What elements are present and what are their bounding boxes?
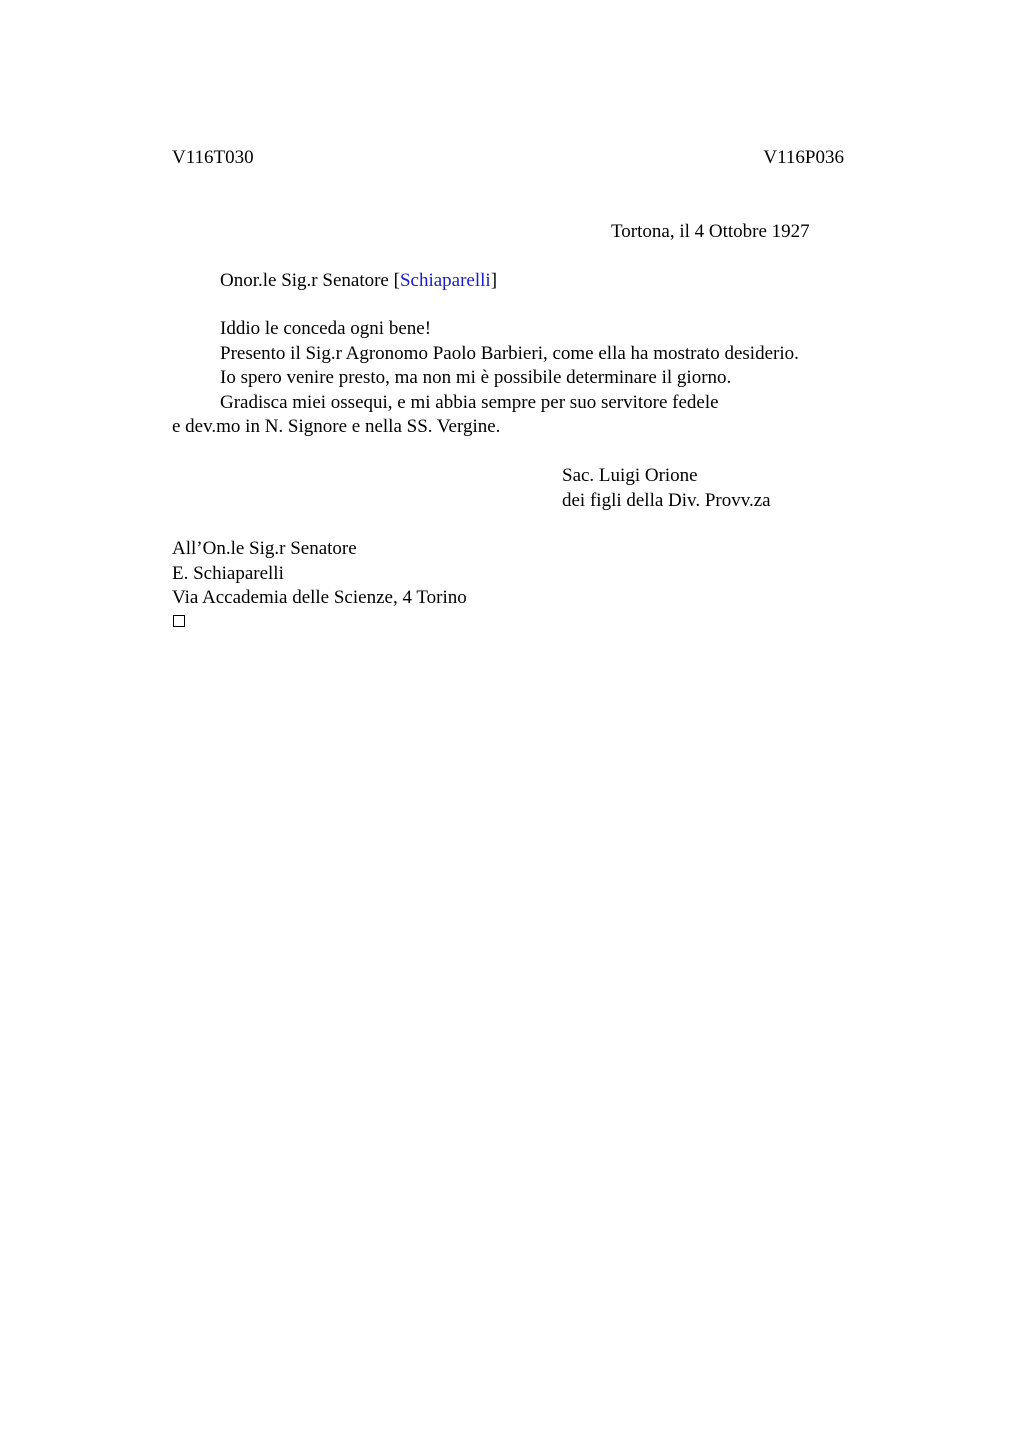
place-date: Tortona, il 4 Ottobre 1927 (611, 221, 810, 242)
address-line: E. Schiaparelli (172, 563, 284, 584)
document-code-right: V116P036 (763, 147, 844, 168)
signature-title: dei figli della Div. Provv.za (562, 490, 771, 511)
checkbox-glyph (173, 615, 185, 627)
body-line: Io spero venire presto, ma non mi è possibile determinare il giorno. (220, 367, 732, 388)
body-line: Iddio le conceda ogni bene! (220, 318, 432, 339)
salutation-prefix: Onor.le Sig.r Senatore [ (220, 270, 400, 291)
recipient-link[interactable]: Schiaparelli (399, 270, 491, 291)
signature-name: Sac. Luigi Orione (562, 465, 698, 486)
salutation (220, 269, 497, 293)
body-line: Gradisca miei ossequi, e mi abbia sempre per suo servitore fedele (220, 392, 719, 413)
salutation-suffix: ] (490, 270, 498, 291)
body-line: e dev.mo in N. Signore e nella SS. Vergine. (172, 416, 501, 437)
document-code-left: V116T030 (172, 147, 254, 168)
address-line: Via Accademia delle Scienze, 4 Torino (172, 587, 467, 608)
address-line: All’On.le Sig.r Senatore (172, 538, 357, 559)
body-line: Presento il Sig.r Agronomo Paolo Barbieri, come ella ha mostrato desiderio. (220, 343, 799, 364)
